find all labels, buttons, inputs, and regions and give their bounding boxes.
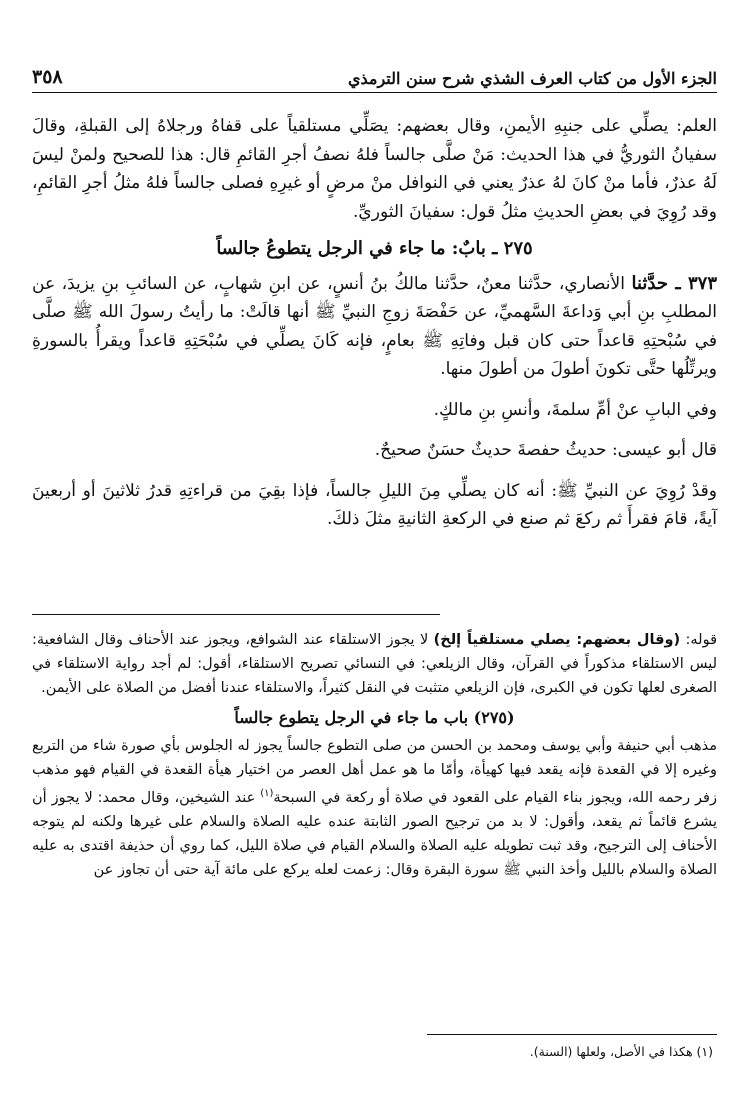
- opening-paragraph: العلم: يصلِّي على جنبِهِ الأيمنِ، وقال بعضهم: يصَلِّي مستلقياً على قفاهُ ورجلاهُ إلى القبلةِ، وقالَ سفيانُ الثوريُّ في هذا الحديث: مَنْ صلَّى جالساً فلهُ نصفُ أجرِ القائمِ قال: هذا للصحيح ولمنْ ليسَ لَهُ عذرٌ، فأما منْ كانَ لهُ عذرٌ يعني في النوافل منْ مرضٍ أو غيرِهِ فصلى جالساً فلهُ مثلُ أجرِ القائمِ، وقد رُوِيَ في بعضِ الحديثِ مثلُ قول: سفيانَ الثوريِّ.: [32, 116, 717, 222]
- commentary-intro: قوله:: [680, 632, 718, 648]
- chapter-heading: ٢٧٥ ـ بابٌ: ما جاء في الرجل يتطوعُ جالساً: [216, 238, 533, 259]
- commentary-paragraph-2: [32, 734, 717, 882]
- hadith-text: الأنصاري، حدَّثنا معنٌ، حدَّثنا مالكُ بنُ أنسٍ، عن ابنِ شهابٍ، عن السائبِ بنِ يزيدَ، عن المطلبِ بنِ أبي وَداعةَ السَّهميِّ، عن حَفْصَةَ زوجِ النبيِّ ﷺ أنها قالَتْ: ما رأيتُ رسولَ الله ﷺ صلَّى في سُبْحتِهِ قاعداً حتى كان قبل وفاتِهِ ﷺ بعامٍ، فإنه كَانَ يصلِّي في سُبْحَتِهِ قاعداً ويقرأُ بالسورةِ ويرتِّلُها حتَّى تكونَ أطولَ من أطولَ منها.: [32, 273, 717, 379]
- commentary-paragraph-1: [32, 628, 717, 700]
- commentary-divider: [32, 614, 440, 615]
- footnote: (١) هكذا في الأصل، ولعلها (السنة).: [529, 1044, 713, 1059]
- hadith-paragraph: [32, 270, 717, 384]
- footnote-marker: (١): [260, 788, 274, 799]
- commentary-heading: (٢٧٥) باب ما جاء في الرجل يتطوع جالساً: [234, 708, 515, 727]
- commentary-text-1: لا يجوز الاستلقاء عند الشوافع، ويجوز عند الأحناف وقال الشافعية: ليس الاستلقاء مذكوراً في القرآن، وقال الزيلعي: في النسائي تصريح الاستلقاء، أقول: لم أجد رواية الاستلقاء في الصغرى لعلها تكون في الكبرى، فإن الزيلعي متثبت في النقل كثيراً، والاستلقاء عندنا أفضل من الصلاة على الأيمن.: [32, 632, 717, 696]
- page-number: ٣٥٨: [32, 66, 63, 88]
- commentary-text-2b: عند الشيخين، وقال محمد: لا يجوز أن يشرع قائماً ثم يقعد، وأقول: لا بد من ترجيح الصور الثابتة عنده عليه الصلاة والسلام على غيرها ولكنه لم يتوجه الأحناف إلى الترجيح، وقد ثبت تطويله عليه الصلاة والسلام القيام في صلاة الليل، كما روي أن حذيفة اقتدى به عليه الصلاة والسلام بالليل وأخذ النبي ﷺ سورة البقرة وقال: زعمت لعله يركع على مائة آية حتى أن تجاوز عن: [32, 789, 717, 878]
- main-text: [32, 112, 717, 534]
- hadith-number: ٣٧٣ ـ حدَّثنا: [631, 272, 718, 294]
- commentary-text-2a: مذهب أبي حنيفة وأبي يوسف ومحمد بن الحسن من صلى التطوع جالساً يجوز له الجلوس بأي صورة شاء من التربع وغيره إلا في القعدة فإنه يقعد فيها كهيأة، وأمّا ما هو عمل أهل العصر من اختيار هيأة القعدة في القيام فهو مذهب زفر رحمه الله، ويجوز بناء القيام على القعود في صلاة أو ركعة في السبحة: [32, 738, 717, 806]
- page-header: [32, 58, 717, 88]
- bab-paragraph: وفي البابِ عنْ أمِّ سلمةَ، وأنسِ بنِ مالكٍ.: [433, 399, 717, 420]
- final-paragraph: وقدْ رُوِيَ عن النبيِّ ﷺ: أنه كان يصلِّي مِنَ الليلِ جالساً، فإذا بقِيَ من قراءتِهِ قدرُ ثلاثينَ أو أربعينَ آيةً، قامَ فقرأَ ثم ركعَ ثم صنع في الركعةِ الثانيةِ مثلَ ذلكَ.: [32, 480, 717, 529]
- running-title: الجزء الأول من كتاب العرف الشذي شرح سنن الترمذي: [347, 69, 717, 88]
- commentary-quote: (وقال بعضهم: يصلي مستلقياً إلخ): [433, 632, 681, 648]
- abu-isa-paragraph: قال أبو عيسى: حديثُ حفصةَ حديثٌ حسَنٌ صحيحٌ.: [374, 440, 717, 460]
- commentary: [32, 628, 717, 882]
- footnote-rule: [427, 1034, 717, 1035]
- header-rule: [32, 92, 717, 93]
